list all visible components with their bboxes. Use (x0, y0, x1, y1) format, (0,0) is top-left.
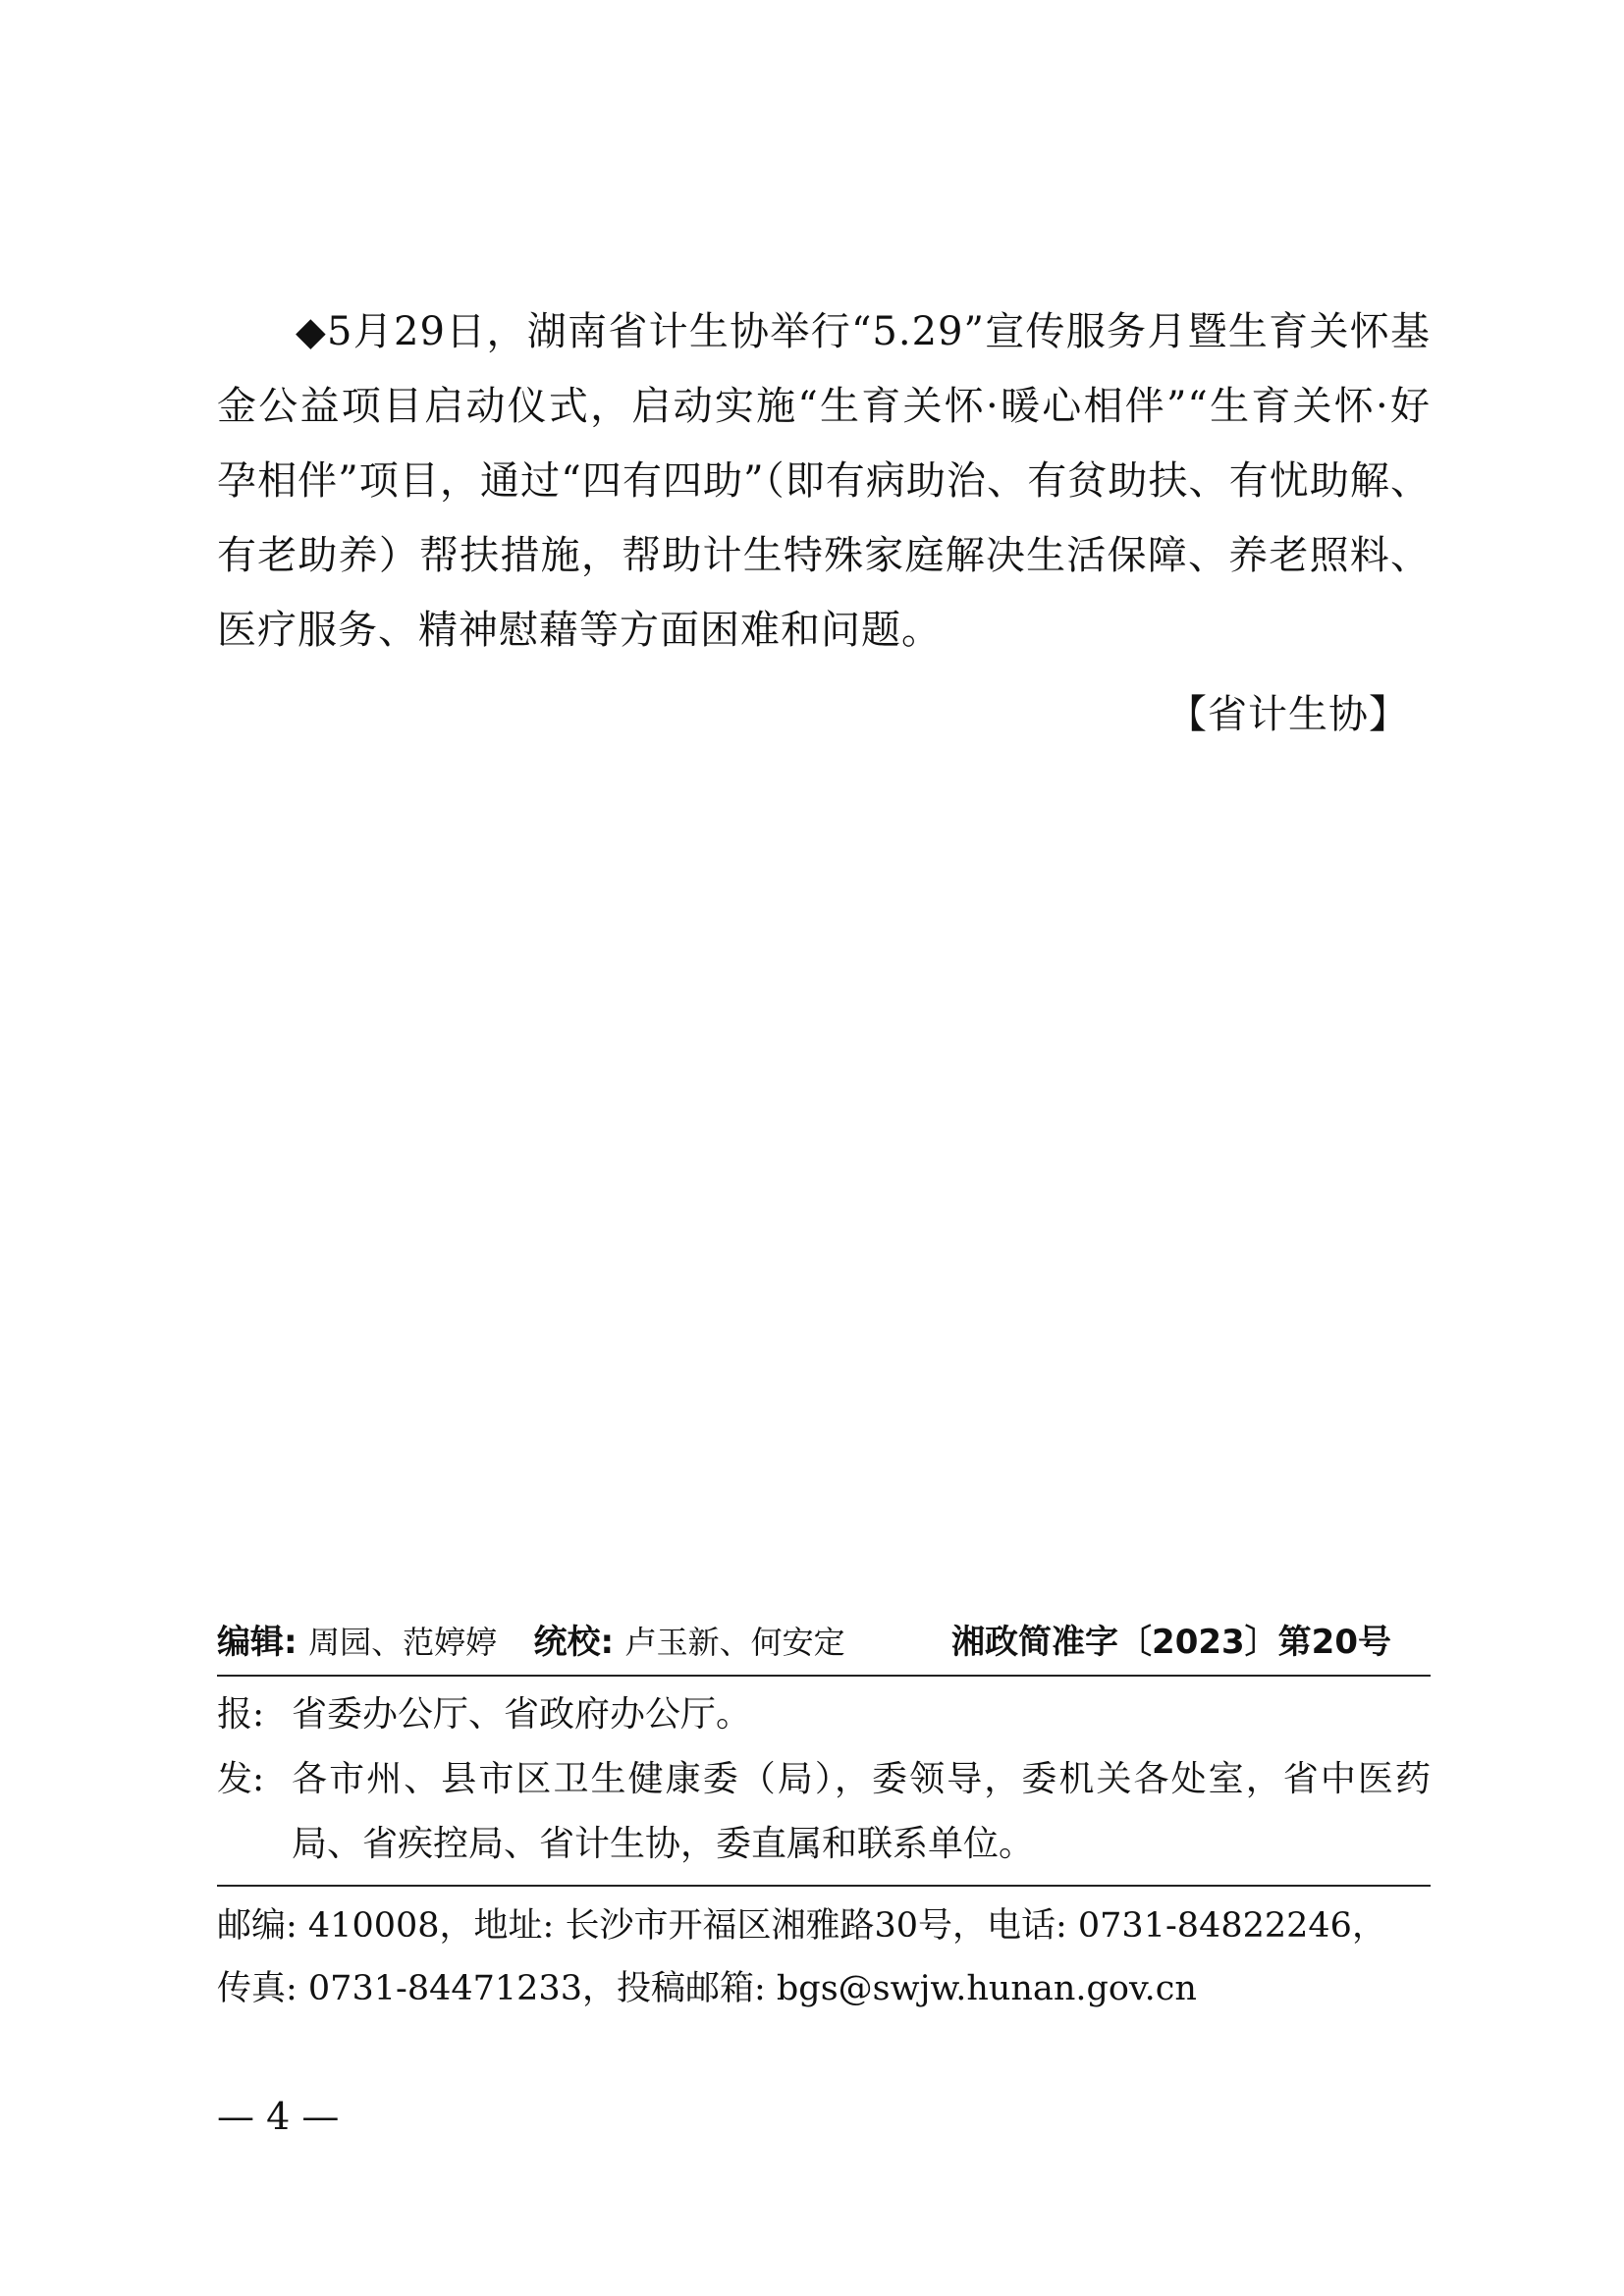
page-number: — 4 — (217, 2095, 340, 2138)
issue-number: 湘政简准字〔2023〕第20号 (951, 1623, 1391, 1662)
contact-line-1: 邮编: 410008，地址: 长沙市开福区湘雅路30号，电话: 0731-84822246， (217, 1906, 1386, 1946)
contact-line-2: 传真: 0731-84471233，投稿邮箱: bgs@swjw.hunan.gov.cn (217, 1969, 1197, 2008)
report-recipients: 省委办公厅、省政府办公厅。 (292, 1694, 752, 1735)
editor-label: 编辑: (217, 1623, 298, 1662)
report-label: 报: (217, 1694, 265, 1735)
distribution-block (217, 1677, 1431, 1885)
contact-block (217, 1887, 1431, 2020)
editor-row (217, 1610, 1431, 1675)
editor-names: 周园、范婷婷 (308, 1624, 498, 1661)
send-recipients: 各市州、县市区卫生健康委（局），委领导，委机关各处室，省中医药局、省疾控局、省计生协，委直属和联系单位。 (292, 1759, 1431, 1864)
report-row (217, 1682, 1431, 1747)
article-body (217, 294, 1431, 752)
article-source: 【省计生协】 (1167, 692, 1409, 737)
article-paragraph: ◆5月29日，湖南省计生协举行“5.29”宣传服务月暨生育关怀基金公益项目启动仪式，启动实施“生育关怀·暖心相伴”“生育关怀·好孕相伴”项目，通过“四有四助”（即有病助治、有贫助扶、有忧助解、有老助养）帮扶措施，帮助计生特殊家庭解决生活保障、养老照料、医疗服务、精神慰藉等方面困难和问题。 (217, 309, 1431, 653)
send-row (217, 1747, 1431, 1877)
document-footer (217, 1610, 1431, 2020)
proof-label: 统校: (533, 1623, 615, 1662)
proof-names: 卢玉新、何安定 (624, 1624, 845, 1661)
send-label: 发: (217, 1759, 265, 1799)
